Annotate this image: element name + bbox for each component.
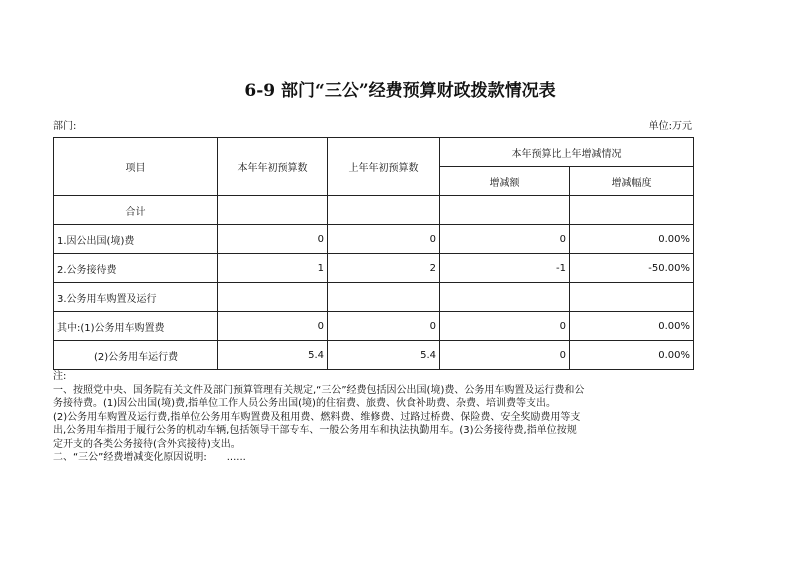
- header-this-year: 本年年初预算数: [218, 138, 328, 196]
- row-label: 其中:(1)公务用车购置费: [54, 312, 218, 341]
- row-label: (2)公务用车运行费: [54, 341, 218, 370]
- department-label: 部门:: [53, 121, 77, 132]
- notes-line: (2)公务用车购置及运行费,指单位公务用车购置费及租用费、燃料费、维修费、过路过桥费、保险费、安全奖励费用等支: [53, 411, 581, 423]
- reason-placeholder: ......: [226, 452, 246, 463]
- cell-pct: 0.00%: [570, 312, 694, 341]
- cell-pct: -50.00%: [570, 254, 694, 283]
- cell-last-year: 2: [328, 254, 440, 283]
- header-item: 项目: [54, 138, 218, 196]
- cell-change: [440, 196, 570, 225]
- notes-line: 定开支的各类公务接待(含外宾接待)支出。: [53, 438, 241, 450]
- header-row: [54, 138, 694, 167]
- cell-this-year: 5.4: [218, 341, 328, 370]
- row-label: 3.公务用车购置及运行: [54, 283, 218, 312]
- page-title: 6-9 部门“三公”经费预算财政拨款情况表: [244, 81, 556, 101]
- table-row: [54, 254, 694, 283]
- cell-this-year: 1: [218, 254, 328, 283]
- cell-this-year: 0: [218, 312, 328, 341]
- cell-this-year: [218, 196, 328, 225]
- cell-pct: 0.00%: [570, 225, 694, 254]
- cell-change: 0: [440, 341, 570, 370]
- row-label: 1.因公出国(境)费: [54, 225, 218, 254]
- header-last-year: 上年年初预算数: [328, 138, 440, 196]
- row-label: 合计: [54, 196, 218, 225]
- reason-label: 二、“三公”经费增减变化原因说明:: [53, 452, 207, 463]
- budget-table: [53, 137, 694, 370]
- cell-pct: [570, 196, 694, 225]
- cell-this-year: [218, 283, 328, 312]
- table-row: [54, 341, 694, 370]
- cell-change: [440, 283, 570, 312]
- cell-this-year: 0: [218, 225, 328, 254]
- header-change-pct: 增减幅度: [570, 167, 694, 196]
- cell-change: 0: [440, 312, 570, 341]
- cell-last-year: 0: [328, 312, 440, 341]
- notes-section: [53, 370, 693, 465]
- header-change-amount: 增减额: [440, 167, 570, 196]
- cell-last-year: 5.4: [328, 341, 440, 370]
- cell-change: -1: [440, 254, 570, 283]
- notes-line: 务接待费。(1)因公出国(境)费,指单位工作人员公务出国(境)的住宿费、旅费、伙食补助费、杂费、培训费等支出。: [53, 398, 556, 409]
- notes-line: [53, 451, 693, 465]
- header-compare: 本年预算比上年增减情况: [440, 138, 694, 167]
- cell-last-year: [328, 283, 440, 312]
- cell-pct: 0.00%: [570, 341, 694, 370]
- notes-heading: 注:: [53, 371, 67, 382]
- cell-pct: [570, 283, 694, 312]
- row-label: 2.公务接待费: [54, 254, 218, 283]
- table-row: [54, 225, 694, 254]
- notes-line: 一、按照党中央、国务院有关文件及部门预算管理有关规定,“三公”经费包括因公出国(境)费、公务用车购置及运行费和公: [53, 384, 585, 396]
- cell-change: 0: [440, 225, 570, 254]
- table-row: [54, 283, 694, 312]
- cell-last-year: [328, 196, 440, 225]
- unit-label: 单位:万元: [648, 121, 692, 132]
- table-row: [54, 312, 694, 341]
- cell-last-year: 0: [328, 225, 440, 254]
- notes-line: 出,公务用车指用于履行公务的机动车辆,包括领导干部专车、一般公务用车和执法执勤用车。(3)公务接待费,指单位按规: [53, 425, 577, 436]
- table-row: [54, 196, 694, 225]
